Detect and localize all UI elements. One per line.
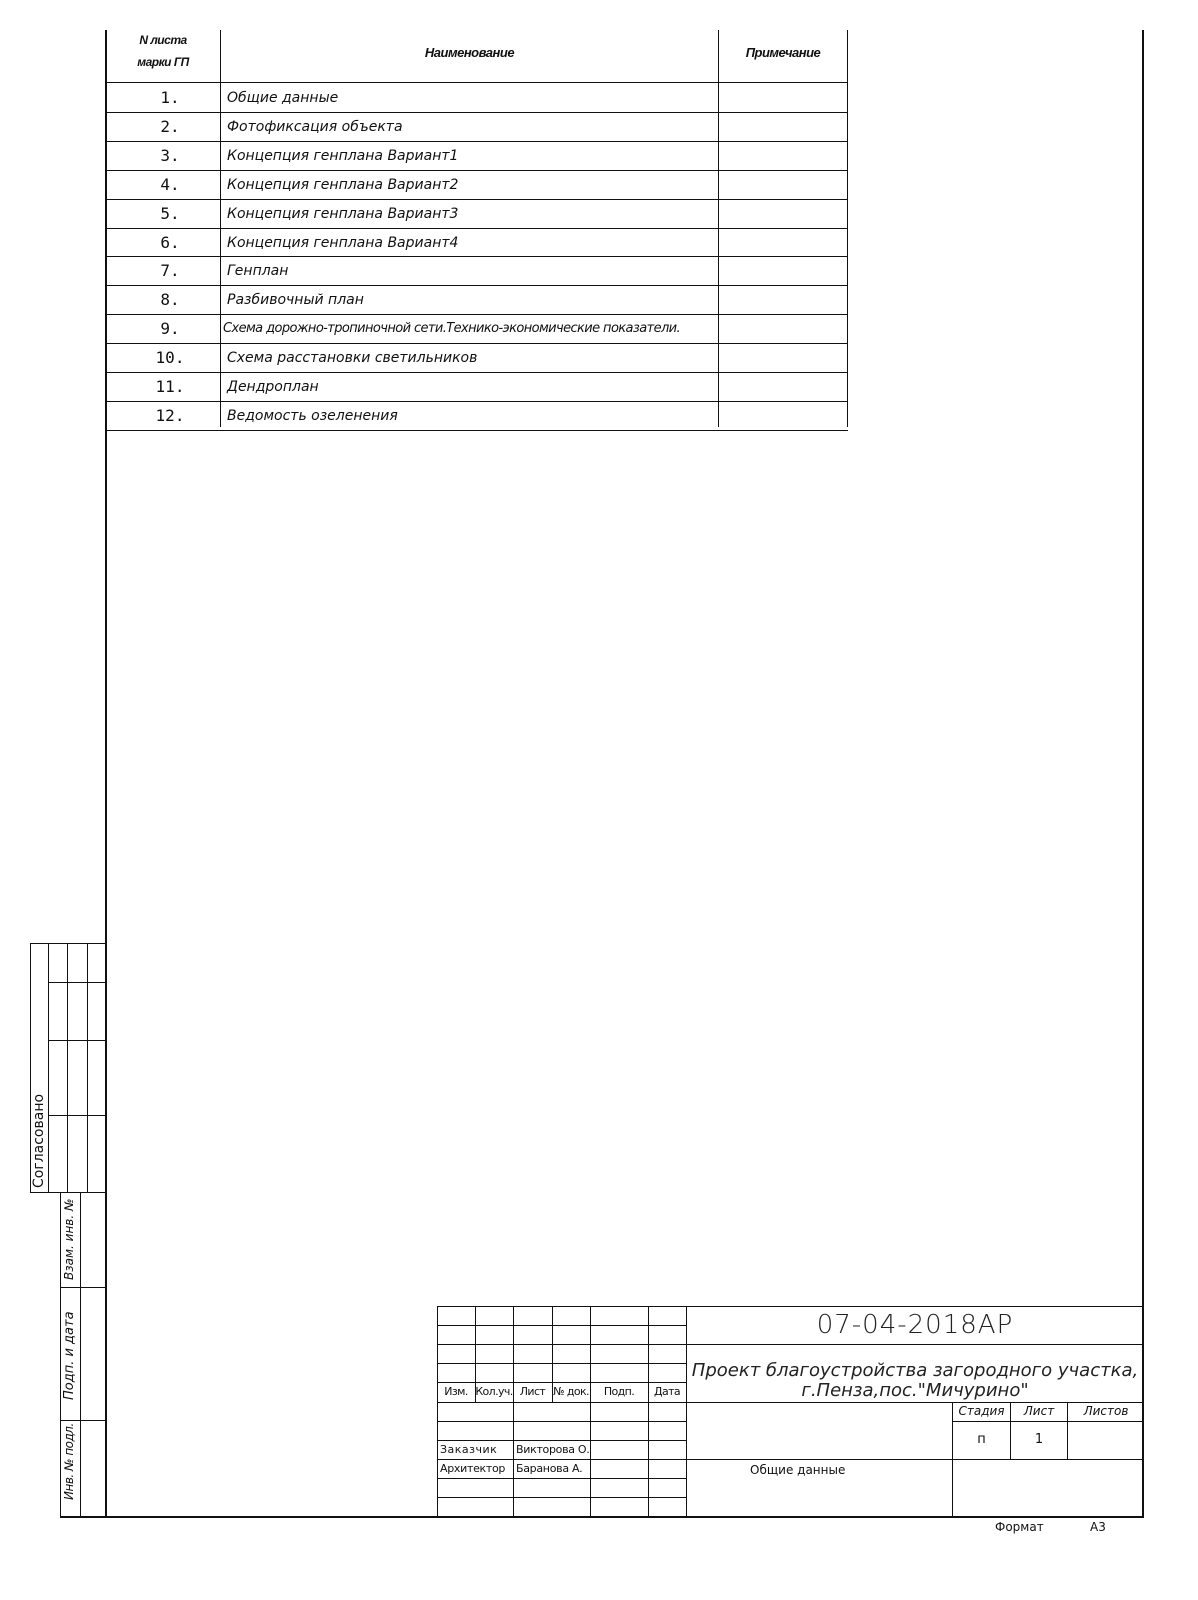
register-row-number: 1. — [160, 88, 180, 107]
tb-row-1 — [437, 1325, 686, 1326]
side-approval-col1 — [48, 943, 49, 1193]
tb-right-row-2 — [686, 1402, 1144, 1403]
tb-row-6 — [437, 1421, 686, 1422]
tb-sheet-label: Лист — [1023, 1404, 1055, 1418]
side-approval-bottom — [30, 1192, 106, 1193]
side-stamp-row2 — [60, 1420, 106, 1421]
tb-stage-row — [952, 1421, 1144, 1422]
register-row-name: Фотофиксация объекта — [227, 119, 403, 135]
side-stamp-left — [60, 1192, 61, 1518]
tb-row-8 — [437, 1459, 686, 1460]
register-row-number: 10. — [155, 348, 185, 367]
register-row-number: 8. — [160, 290, 180, 309]
tb-sheet-value: 1 — [1034, 1432, 1044, 1447]
frame-right-border — [1142, 30, 1144, 1518]
tb-stage-label: Стадия — [958, 1404, 1005, 1418]
tb-doc-code: 07-04-2018АР — [816, 1310, 1014, 1340]
register-row-number: 12. — [155, 406, 185, 425]
tb-sheet-name: Общие данные — [750, 1463, 846, 1477]
tb-col-5 — [648, 1306, 649, 1518]
register-row-line — [105, 199, 848, 200]
register-row-name: Концепция генплана Вариант2 — [227, 177, 459, 193]
tb-header-kol-uch: Кол.уч. — [475, 1385, 513, 1398]
register-row-number: 9. — [160, 319, 180, 338]
tb-header-doc-no: № док. — [553, 1385, 589, 1398]
register-row-name: Общие данные — [227, 90, 339, 106]
tb-role-2: Архитектор — [440, 1462, 506, 1475]
tb-header-izm: Изм. — [444, 1385, 468, 1398]
tb-top — [437, 1306, 1144, 1307]
side-approved-label: Согласовано — [31, 1093, 47, 1188]
tb-col-2 — [513, 1306, 514, 1518]
register-row-line — [105, 372, 848, 373]
tb-col-4 — [590, 1306, 591, 1518]
register-row-line — [105, 430, 848, 431]
tb-header-list: Лист — [519, 1385, 546, 1398]
register-row-line — [105, 343, 848, 344]
register-row-line — [105, 141, 848, 142]
side-sign-date-label: Подп. и дата — [62, 1311, 77, 1400]
register-row-name: Концепция генплана Вариант4 — [227, 235, 459, 251]
header-name: Наименование — [424, 45, 515, 60]
tb-right-row-1 — [686, 1344, 1144, 1345]
tb-role-2-name: Баранова А. — [516, 1462, 583, 1475]
register-row-number: 7. — [160, 261, 180, 280]
register-row-line — [105, 170, 848, 171]
frame-left-border — [105, 30, 107, 1518]
tb-row-4 — [437, 1382, 686, 1383]
side-stamp-mid — [80, 1192, 81, 1518]
tb-row-7 — [437, 1440, 686, 1441]
tb-row-5 — [437, 1402, 686, 1403]
tb-sheets-label: Листов — [1083, 1404, 1129, 1418]
register-row-line — [105, 401, 848, 402]
tb-header-data: Дата — [653, 1385, 681, 1398]
side-inv-no-label: Инв. № подл. — [62, 1423, 76, 1500]
register-row-name: Концепция генплана Вариант1 — [227, 148, 459, 164]
header-note: Примечание — [745, 45, 821, 60]
register-row-number: 6. — [160, 233, 180, 252]
header-sheet-no-line1: N листа — [139, 33, 187, 47]
register-row-name: Дендроплан — [227, 379, 319, 395]
register-header-line — [105, 82, 848, 83]
side-approval-top — [30, 943, 106, 944]
side-approval-row1 — [48, 982, 106, 983]
register-row-line — [105, 314, 848, 315]
register-row-name: Разбивочный план — [227, 292, 364, 308]
format-value: А3 — [1090, 1520, 1106, 1534]
side-approval-row2 — [48, 1040, 106, 1041]
register-row-number: 2. — [160, 117, 180, 136]
tb-row-9 — [437, 1478, 686, 1479]
register-row-line — [105, 285, 848, 286]
tb-row-10 — [437, 1497, 686, 1498]
tb-right-col-1 — [952, 1402, 953, 1518]
register-row-name: Ведомость озеленения — [227, 408, 398, 424]
side-approval-row3 — [48, 1115, 106, 1116]
tb-project-title-line2: г.Пенза,пос."Мичурино" — [801, 1380, 1029, 1401]
tb-header-podp: Подп. — [603, 1385, 635, 1398]
side-stamp-row1 — [60, 1287, 106, 1288]
register-row-line — [105, 228, 848, 229]
tb-left — [437, 1306, 438, 1518]
tb-role-1-name: Викторова О. — [516, 1443, 590, 1456]
register-row-number: 11. — [155, 377, 185, 396]
side-approval-col2 — [67, 943, 68, 1193]
tb-right-row-3 — [686, 1459, 1144, 1460]
register-row-line — [105, 112, 848, 113]
register-row-name: Схема дорожно-тропиночной сети.Технико-экономические показатели. — [223, 321, 681, 336]
header-sheet-no-line2: марки ГП — [137, 55, 189, 69]
register-row-number: 3. — [160, 146, 180, 165]
frame-bottom-border — [60, 1516, 1144, 1518]
tb-stage-value: п — [977, 1432, 986, 1447]
format-label: Формат — [995, 1520, 1044, 1534]
register-row-name: Концепция генплана Вариант3 — [227, 206, 459, 222]
tb-role-1: Заказчик — [440, 1443, 498, 1456]
tb-row-3 — [437, 1363, 686, 1364]
register-row-line — [105, 256, 848, 257]
register-row-name: Генплан — [227, 263, 289, 279]
side-approval-col3 — [87, 943, 88, 1193]
register-row-name: Схема расстановки светильников — [227, 350, 478, 366]
tb-row-2 — [437, 1344, 686, 1345]
tb-project-title-line1: Проект благоустройства загородного участка, — [691, 1360, 1139, 1381]
register-row-number: 4. — [160, 175, 180, 194]
side-replace-inv-label: Взам. инв. № — [62, 1198, 76, 1280]
register-row-number: 5. — [160, 204, 180, 223]
